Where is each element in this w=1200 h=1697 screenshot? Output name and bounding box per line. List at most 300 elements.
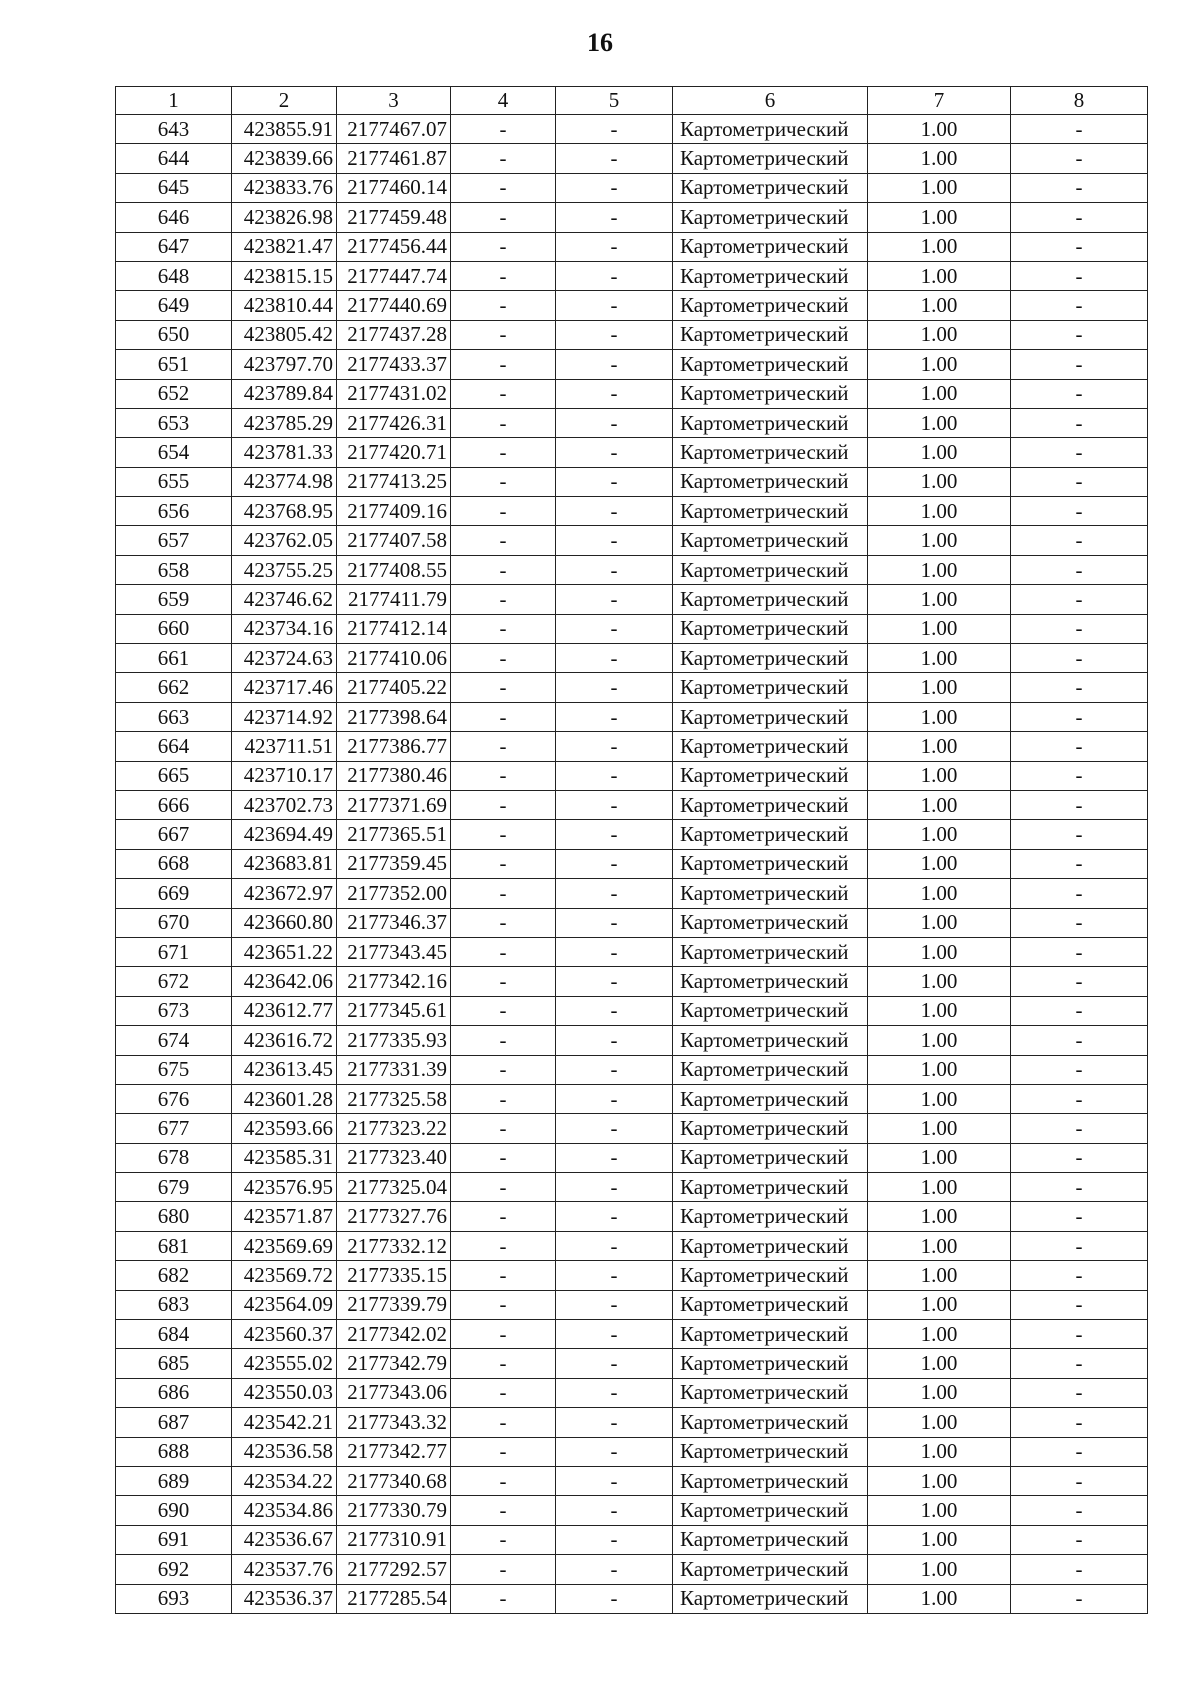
column-5-cell: - (556, 1026, 673, 1055)
column-header: 8 (1011, 87, 1148, 115)
x-coordinate-cell: 423616.72 (232, 1026, 337, 1055)
method-cell: Картометрический (673, 320, 868, 349)
table-row (116, 1555, 1148, 1584)
y-coordinate-cell: 2177343.45 (337, 937, 451, 966)
column-4-cell: - (451, 614, 556, 643)
y-coordinate-cell: 2177467.07 (337, 115, 451, 144)
y-coordinate-cell: 2177325.58 (337, 1084, 451, 1113)
y-coordinate-cell: 2177420.71 (337, 438, 451, 467)
column-5-cell: - (556, 790, 673, 819)
column-4-cell: - (451, 467, 556, 496)
y-coordinate-cell: 2177343.32 (337, 1408, 451, 1437)
column-header: 7 (868, 87, 1011, 115)
column-8-cell: - (1011, 1378, 1148, 1407)
y-coordinate-cell: 2177398.64 (337, 702, 451, 731)
table-row (116, 1055, 1148, 1084)
y-coordinate-cell: 2177342.79 (337, 1349, 451, 1378)
column-4-cell: - (451, 350, 556, 379)
y-coordinate-cell: 2177405.22 (337, 673, 451, 702)
accuracy-cell: 1.00 (868, 173, 1011, 202)
x-coordinate-cell: 423710.17 (232, 761, 337, 790)
column-4-cell: - (451, 1261, 556, 1290)
method-cell: Картометрический (673, 1408, 868, 1437)
column-4-cell: - (451, 1466, 556, 1495)
column-5-cell: - (556, 820, 673, 849)
accuracy-cell: 1.00 (868, 291, 1011, 320)
column-8-cell: - (1011, 1408, 1148, 1437)
column-8-cell: - (1011, 1290, 1148, 1319)
y-coordinate-cell: 2177345.61 (337, 996, 451, 1025)
accuracy-cell: 1.00 (868, 1555, 1011, 1584)
point-number-cell: 667 (116, 820, 232, 849)
y-coordinate-cell: 2177323.40 (337, 1143, 451, 1172)
x-coordinate-cell: 423797.70 (232, 350, 337, 379)
x-coordinate-cell: 423683.81 (232, 849, 337, 878)
point-number-cell: 645 (116, 173, 232, 202)
accuracy-cell: 1.00 (868, 1378, 1011, 1407)
y-coordinate-cell: 2177410.06 (337, 644, 451, 673)
coordinates-table (115, 86, 1148, 1614)
column-8-cell: - (1011, 1026, 1148, 1055)
column-5-cell: - (556, 408, 673, 437)
x-coordinate-cell: 423855.91 (232, 115, 337, 144)
table-row (116, 1290, 1148, 1319)
column-8-cell: - (1011, 1320, 1148, 1349)
table-row (116, 467, 1148, 496)
y-coordinate-cell: 2177426.31 (337, 408, 451, 437)
column-4-cell: - (451, 1173, 556, 1202)
column-8-cell: - (1011, 1584, 1148, 1613)
method-cell: Картометрический (673, 614, 868, 643)
table-row (116, 849, 1148, 878)
x-coordinate-cell: 423560.37 (232, 1320, 337, 1349)
method-cell: Картометрический (673, 879, 868, 908)
x-coordinate-cell: 423821.47 (232, 232, 337, 261)
table-row (116, 820, 1148, 849)
column-4-cell: - (451, 1349, 556, 1378)
column-4-cell: - (451, 1408, 556, 1437)
y-coordinate-cell: 2177408.55 (337, 555, 451, 584)
column-5-cell: - (556, 1320, 673, 1349)
x-coordinate-cell: 423789.84 (232, 379, 337, 408)
column-4-cell: - (451, 820, 556, 849)
accuracy-cell: 1.00 (868, 1231, 1011, 1260)
accuracy-cell: 1.00 (868, 350, 1011, 379)
method-cell: Картометрический (673, 1202, 868, 1231)
method-cell: Картометрический (673, 173, 868, 202)
method-cell: Картометрический (673, 1114, 868, 1143)
column-header: 3 (337, 87, 451, 115)
column-8-cell: - (1011, 115, 1148, 144)
table-row (116, 1114, 1148, 1143)
x-coordinate-cell: 423585.31 (232, 1143, 337, 1172)
table-row (116, 614, 1148, 643)
method-cell: Картометрический (673, 1349, 868, 1378)
point-number-cell: 650 (116, 320, 232, 349)
method-cell: Картометрический (673, 1143, 868, 1172)
x-coordinate-cell: 423569.72 (232, 1261, 337, 1290)
column-4-cell: - (451, 1378, 556, 1407)
x-coordinate-cell: 423734.16 (232, 614, 337, 643)
column-8-cell: - (1011, 408, 1148, 437)
table-row (116, 732, 1148, 761)
point-number-cell: 674 (116, 1026, 232, 1055)
point-number-cell: 663 (116, 702, 232, 731)
column-header: 2 (232, 87, 337, 115)
column-5-cell: - (556, 203, 673, 232)
method-cell: Картометрический (673, 497, 868, 526)
accuracy-cell: 1.00 (868, 144, 1011, 173)
column-8-cell: - (1011, 1525, 1148, 1554)
y-coordinate-cell: 2177342.16 (337, 967, 451, 996)
point-number-cell: 670 (116, 908, 232, 937)
method-cell: Картометрический (673, 1173, 868, 1202)
table-row (116, 1202, 1148, 1231)
y-coordinate-cell: 2177407.58 (337, 526, 451, 555)
accuracy-cell: 1.00 (868, 261, 1011, 290)
accuracy-cell: 1.00 (868, 585, 1011, 614)
column-5-cell: - (556, 1525, 673, 1554)
x-coordinate-cell: 423555.02 (232, 1349, 337, 1378)
column-4-cell: - (451, 1320, 556, 1349)
table-body (116, 115, 1148, 1614)
table-row (116, 1525, 1148, 1554)
method-cell: Картометрический (673, 438, 868, 467)
point-number-cell: 683 (116, 1290, 232, 1319)
column-5-cell: - (556, 1466, 673, 1495)
column-4-cell: - (451, 1437, 556, 1466)
y-coordinate-cell: 2177327.76 (337, 1202, 451, 1231)
accuracy-cell: 1.00 (868, 644, 1011, 673)
method-cell: Картометрический (673, 350, 868, 379)
accuracy-cell: 1.00 (868, 1584, 1011, 1613)
column-5-cell: - (556, 937, 673, 966)
column-8-cell: - (1011, 996, 1148, 1025)
point-number-cell: 643 (116, 115, 232, 144)
x-coordinate-cell: 423762.05 (232, 526, 337, 555)
point-number-cell: 690 (116, 1496, 232, 1525)
x-coordinate-cell: 423702.73 (232, 790, 337, 819)
method-cell: Картометрический (673, 261, 868, 290)
accuracy-cell: 1.00 (868, 1173, 1011, 1202)
column-4-cell: - (451, 1084, 556, 1113)
point-number-cell: 684 (116, 1320, 232, 1349)
column-8-cell: - (1011, 203, 1148, 232)
table-row (116, 1026, 1148, 1055)
accuracy-cell: 1.00 (868, 937, 1011, 966)
point-number-cell: 693 (116, 1584, 232, 1613)
x-coordinate-cell: 423660.80 (232, 908, 337, 937)
column-4-cell: - (451, 379, 556, 408)
point-number-cell: 644 (116, 144, 232, 173)
column-5-cell: - (556, 350, 673, 379)
y-coordinate-cell: 2177380.46 (337, 761, 451, 790)
column-4-cell: - (451, 1231, 556, 1260)
table-row (116, 996, 1148, 1025)
method-cell: Картометрический (673, 967, 868, 996)
table-row (116, 1466, 1148, 1495)
y-coordinate-cell: 2177340.68 (337, 1466, 451, 1495)
method-cell: Картометрический (673, 702, 868, 731)
column-8-cell: - (1011, 379, 1148, 408)
x-coordinate-cell: 423534.86 (232, 1496, 337, 1525)
column-8-cell: - (1011, 908, 1148, 937)
column-8-cell: - (1011, 879, 1148, 908)
table-row (116, 585, 1148, 614)
column-5-cell: - (556, 1143, 673, 1172)
table-row (116, 291, 1148, 320)
point-number-cell: 688 (116, 1437, 232, 1466)
column-4-cell: - (451, 761, 556, 790)
column-8-cell: - (1011, 1437, 1148, 1466)
table-row (116, 673, 1148, 702)
point-number-cell: 665 (116, 761, 232, 790)
column-4-cell: - (451, 438, 556, 467)
column-4-cell: - (451, 173, 556, 202)
method-cell: Картометрический (673, 585, 868, 614)
column-5-cell: - (556, 1055, 673, 1084)
point-number-cell: 676 (116, 1084, 232, 1113)
accuracy-cell: 1.00 (868, 232, 1011, 261)
method-cell: Картометрический (673, 1555, 868, 1584)
table-row (116, 408, 1148, 437)
column-5-cell: - (556, 320, 673, 349)
method-cell: Картометрический (673, 291, 868, 320)
method-cell: Картометрический (673, 1525, 868, 1554)
column-4-cell: - (451, 526, 556, 555)
accuracy-cell: 1.00 (868, 996, 1011, 1025)
table-row (116, 350, 1148, 379)
column-4-cell: - (451, 644, 556, 673)
column-8-cell: - (1011, 1496, 1148, 1525)
x-coordinate-cell: 423833.76 (232, 173, 337, 202)
table-row (116, 908, 1148, 937)
column-5-cell: - (556, 1496, 673, 1525)
accuracy-cell: 1.00 (868, 408, 1011, 437)
x-coordinate-cell: 423839.66 (232, 144, 337, 173)
column-8-cell: - (1011, 967, 1148, 996)
y-coordinate-cell: 2177285.54 (337, 1584, 451, 1613)
column-5-cell: - (556, 1349, 673, 1378)
x-coordinate-cell: 423774.98 (232, 467, 337, 496)
method-cell: Картометрический (673, 408, 868, 437)
table-row (116, 1320, 1148, 1349)
column-8-cell: - (1011, 1466, 1148, 1495)
column-4-cell: - (451, 585, 556, 614)
method-cell: Картометрический (673, 526, 868, 555)
method-cell: Картометрический (673, 849, 868, 878)
y-coordinate-cell: 2177323.22 (337, 1114, 451, 1143)
x-coordinate-cell: 423711.51 (232, 732, 337, 761)
x-coordinate-cell: 423815.15 (232, 261, 337, 290)
column-4-cell: - (451, 879, 556, 908)
column-8-cell: - (1011, 526, 1148, 555)
y-coordinate-cell: 2177335.93 (337, 1026, 451, 1055)
x-coordinate-cell: 423550.03 (232, 1378, 337, 1407)
column-5-cell: - (556, 673, 673, 702)
point-number-cell: 675 (116, 1055, 232, 1084)
table-row (116, 497, 1148, 526)
column-5-cell: - (556, 1290, 673, 1319)
x-coordinate-cell: 423537.76 (232, 1555, 337, 1584)
x-coordinate-cell: 423755.25 (232, 555, 337, 584)
table-row (116, 232, 1148, 261)
column-5-cell: - (556, 585, 673, 614)
method-cell: Картометрический (673, 1466, 868, 1495)
accuracy-cell: 1.00 (868, 908, 1011, 937)
table-row (116, 555, 1148, 584)
table-row (116, 320, 1148, 349)
accuracy-cell: 1.00 (868, 1466, 1011, 1495)
column-5-cell: - (556, 173, 673, 202)
table-row (116, 1408, 1148, 1437)
point-number-cell: 680 (116, 1202, 232, 1231)
column-8-cell: - (1011, 937, 1148, 966)
column-8-cell: - (1011, 144, 1148, 173)
column-8-cell: - (1011, 614, 1148, 643)
y-coordinate-cell: 2177433.37 (337, 350, 451, 379)
column-4-cell: - (451, 1525, 556, 1554)
accuracy-cell: 1.00 (868, 732, 1011, 761)
table-row (116, 1084, 1148, 1113)
column-8-cell: - (1011, 644, 1148, 673)
accuracy-cell: 1.00 (868, 702, 1011, 731)
column-8-cell: - (1011, 1261, 1148, 1290)
column-5-cell: - (556, 732, 673, 761)
column-8-cell: - (1011, 761, 1148, 790)
x-coordinate-cell: 423569.69 (232, 1231, 337, 1260)
y-coordinate-cell: 2177460.14 (337, 173, 451, 202)
column-4-cell: - (451, 1114, 556, 1143)
y-coordinate-cell: 2177456.44 (337, 232, 451, 261)
accuracy-cell: 1.00 (868, 115, 1011, 144)
column-8-cell: - (1011, 1349, 1148, 1378)
point-number-cell: 677 (116, 1114, 232, 1143)
table-row (116, 1437, 1148, 1466)
column-8-cell: - (1011, 1231, 1148, 1260)
point-number-cell: 655 (116, 467, 232, 496)
accuracy-cell: 1.00 (868, 526, 1011, 555)
table-row (116, 1143, 1148, 1172)
column-5-cell: - (556, 232, 673, 261)
accuracy-cell: 1.00 (868, 320, 1011, 349)
table-row (116, 1173, 1148, 1202)
x-coordinate-cell: 423613.45 (232, 1055, 337, 1084)
table-row (116, 526, 1148, 555)
column-5-cell: - (556, 614, 673, 643)
column-5-cell: - (556, 1084, 673, 1113)
y-coordinate-cell: 2177343.06 (337, 1378, 451, 1407)
x-coordinate-cell: 423593.66 (232, 1114, 337, 1143)
x-coordinate-cell: 423746.62 (232, 585, 337, 614)
table-row (116, 1231, 1148, 1260)
accuracy-cell: 1.00 (868, 761, 1011, 790)
accuracy-cell: 1.00 (868, 1055, 1011, 1084)
table-header-row (116, 87, 1148, 115)
column-5-cell: - (556, 849, 673, 878)
point-number-cell: 678 (116, 1143, 232, 1172)
table-row (116, 937, 1148, 966)
column-8-cell: - (1011, 350, 1148, 379)
accuracy-cell: 1.00 (868, 467, 1011, 496)
column-4-cell: - (451, 408, 556, 437)
column-5-cell: - (556, 1378, 673, 1407)
column-8-cell: - (1011, 790, 1148, 819)
column-8-cell: - (1011, 1173, 1148, 1202)
column-header: 4 (451, 87, 556, 115)
accuracy-cell: 1.00 (868, 879, 1011, 908)
x-coordinate-cell: 423714.92 (232, 702, 337, 731)
point-number-cell: 672 (116, 967, 232, 996)
method-cell: Картометрический (673, 1261, 868, 1290)
method-cell: Картометрический (673, 1320, 868, 1349)
x-coordinate-cell: 423536.67 (232, 1525, 337, 1554)
column-4-cell: - (451, 232, 556, 261)
method-cell: Картометрический (673, 203, 868, 232)
y-coordinate-cell: 2177411.79 (337, 585, 451, 614)
accuracy-cell: 1.00 (868, 849, 1011, 878)
accuracy-cell: 1.00 (868, 555, 1011, 584)
column-8-cell: - (1011, 1202, 1148, 1231)
column-8-cell: - (1011, 1084, 1148, 1113)
x-coordinate-cell: 423810.44 (232, 291, 337, 320)
column-4-cell: - (451, 790, 556, 819)
x-coordinate-cell: 423781.33 (232, 438, 337, 467)
column-8-cell: - (1011, 585, 1148, 614)
column-4-cell: - (451, 1584, 556, 1613)
method-cell: Картометрический (673, 144, 868, 173)
column-5-cell: - (556, 497, 673, 526)
table-row (116, 379, 1148, 408)
column-8-cell: - (1011, 702, 1148, 731)
y-coordinate-cell: 2177352.00 (337, 879, 451, 908)
x-coordinate-cell: 423768.95 (232, 497, 337, 526)
method-cell: Картометрический (673, 996, 868, 1025)
column-4-cell: - (451, 967, 556, 996)
method-cell: Картометрический (673, 1437, 868, 1466)
column-5-cell: - (556, 1584, 673, 1613)
column-4-cell: - (451, 555, 556, 584)
x-coordinate-cell: 423672.97 (232, 879, 337, 908)
x-coordinate-cell: 423717.46 (232, 673, 337, 702)
y-coordinate-cell: 2177342.77 (337, 1437, 451, 1466)
column-4-cell: - (451, 291, 556, 320)
point-number-cell: 662 (116, 673, 232, 702)
column-5-cell: - (556, 261, 673, 290)
accuracy-cell: 1.00 (868, 203, 1011, 232)
column-4-cell: - (451, 1143, 556, 1172)
y-coordinate-cell: 2177359.45 (337, 849, 451, 878)
y-coordinate-cell: 2177437.28 (337, 320, 451, 349)
column-8-cell: - (1011, 820, 1148, 849)
column-8-cell: - (1011, 555, 1148, 584)
method-cell: Картометрический (673, 467, 868, 496)
point-number-cell: 681 (116, 1231, 232, 1260)
column-8-cell: - (1011, 1055, 1148, 1084)
accuracy-cell: 1.00 (868, 1202, 1011, 1231)
column-8-cell: - (1011, 1555, 1148, 1584)
column-5-cell: - (556, 761, 673, 790)
column-4-cell: - (451, 732, 556, 761)
column-4-cell: - (451, 1026, 556, 1055)
point-number-cell: 664 (116, 732, 232, 761)
table-row (116, 438, 1148, 467)
method-cell: Картометрический (673, 1231, 868, 1260)
column-4-cell: - (451, 937, 556, 966)
column-4-cell: - (451, 261, 556, 290)
method-cell: Картометрический (673, 555, 868, 584)
point-number-cell: 660 (116, 614, 232, 643)
